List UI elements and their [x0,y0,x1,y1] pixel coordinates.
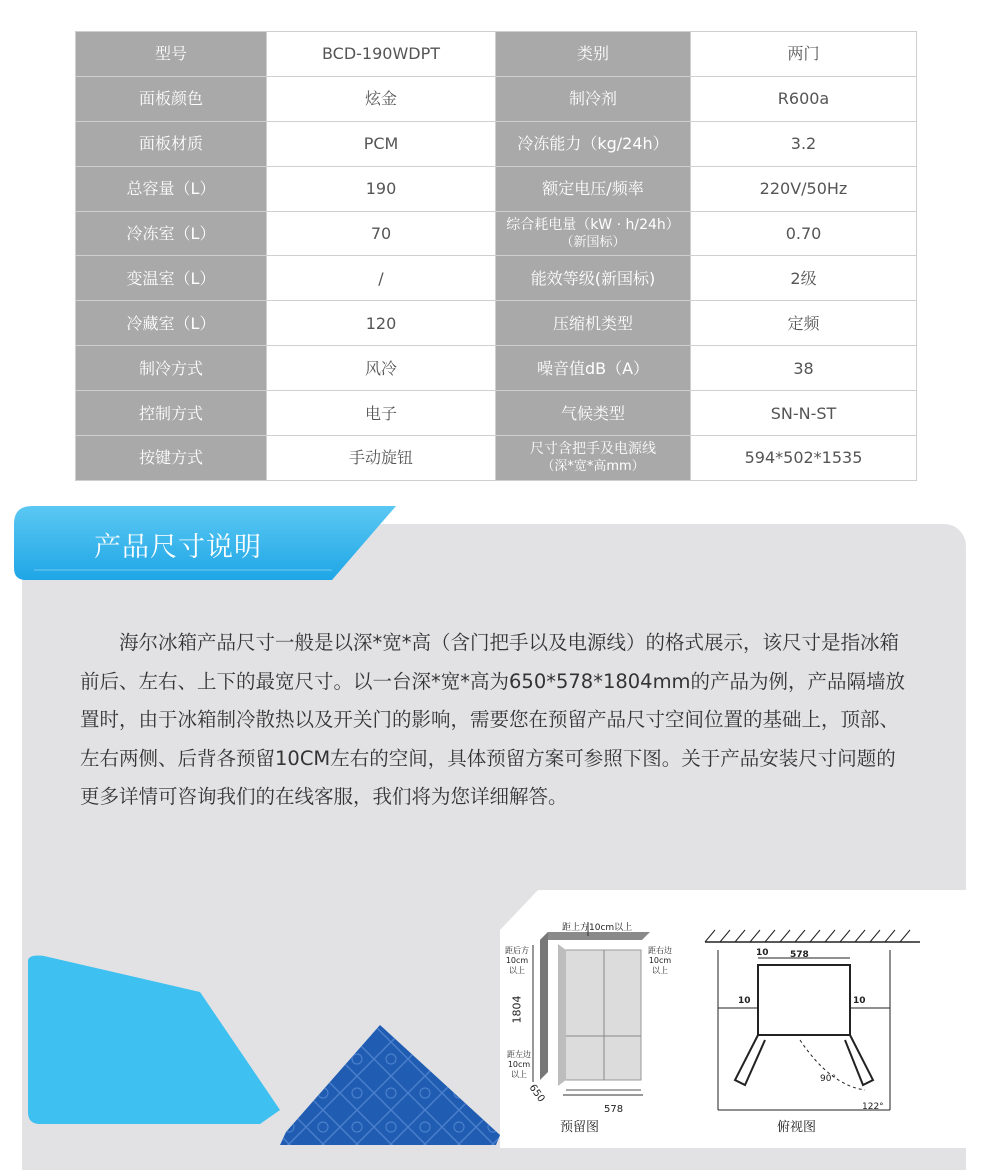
spec-label: 额定电压/频率 [496,166,691,211]
door-angle-label: 90° [820,1074,836,1084]
section-description: 海尔冰箱产品尺寸一般是以深*宽*高（含门把手以及电源线）的格式展示，该尺寸是指冰箱前后、左右、上下的最宽尺寸。以一台深*宽*高为650*578*1804mm的产品为例，产品隔墙放置时，由于冰箱制冷散热以及开关门的影响，需要您在预留产品尺寸空间位置的基础上，顶部、左右两侧、后背各预留10CM左右的空间，具体预留方案可参照下图。关于产品安装尺寸问题的更多详情可咨询我们的在线客服，我们将为您详细解答。 [80,631,906,809]
spec-value: PCM [267,121,496,166]
plan-width-label: 578 [790,950,809,960]
spec-label: 变温室（L） [76,256,267,301]
spec-value: 220V/50Hz [691,166,917,211]
left-clearance-label: 距左边 10cm 以上 [507,1050,531,1079]
spec-label: 面板材质 [76,121,267,166]
spec-label: 冷藏室（L） [76,301,267,346]
spec-row [76,301,917,346]
spec-label: 综合耗电量（kW · h/24h） （新国标） [496,211,691,256]
width-dimension: 578 [604,1104,624,1115]
spec-label: 制冷方式 [76,346,267,391]
spec-label: 制冷剂 [496,76,691,121]
caption-top-view: 俯视图 [777,1120,817,1135]
back-clearance-label: 距后方 10cm 以上 [505,946,529,975]
spec-label: 控制方式 [76,391,267,436]
spec-table [75,31,917,481]
spec-value: 0.70 [691,211,917,256]
spec-label: 能效等级(新国标) [496,256,691,301]
top-clearance-label: 距上方10cm以上 [562,923,633,933]
spec-value: SN-N-ST [691,391,917,436]
depth-dimension: 650 [526,1082,547,1105]
spec-label: 尺寸含把手及电源线 （深*宽*高mm） [496,436,691,481]
open-angle-label: 122° [862,1102,884,1112]
spec-value: / [267,256,496,301]
spec-label: 面板颜色 [76,76,267,121]
spec-value: 炫金 [267,76,496,121]
top-gap-label: 10 [756,948,769,958]
spec-value: BCD-190WDPT [267,32,496,77]
spec-value: R600a [691,76,917,121]
spec-value: 两门 [691,32,917,77]
spec-row [76,32,917,77]
right-clearance-label: 距右边 10cm 以上 [648,946,672,975]
side-gap-right-label: 10 [853,996,866,1006]
spec-row [76,121,917,166]
spec-label: 总容量（L） [76,166,267,211]
spec-value: 594*502*1535 [691,436,917,481]
spec-value: 190 [267,166,496,211]
spec-row [76,391,917,436]
spec-value: 70 [267,211,496,256]
spec-value: 38 [691,346,917,391]
decorative-shapes [0,940,500,1170]
section-title: 产品尺寸说明 [94,532,262,563]
spec-row [76,256,917,301]
spec-value: 3.2 [691,121,917,166]
spec-value: 风冷 [267,346,496,391]
spec-label: 冷冻能力（kg/24h） [496,121,691,166]
spec-label: 压缩机类型 [496,301,691,346]
spec-row [76,76,917,121]
spec-value: 电子 [267,391,496,436]
spec-value: 手动旋钮 [267,436,496,481]
spec-value: 2级 [691,256,917,301]
caption-reserve-diagram: 预留图 [560,1120,600,1135]
spec-value: 定频 [691,301,917,346]
spec-row [76,211,917,256]
spec-value: 120 [267,301,496,346]
spec-label: 气候类型 [496,391,691,436]
spec-row [76,166,917,211]
spec-label: 类别 [496,32,691,77]
spec-row [76,346,917,391]
spec-table-body [76,32,917,481]
spec-row [76,436,917,481]
spec-label: 噪音值dB（A） [496,346,691,391]
spec-label: 型号 [76,32,267,77]
side-gap-left-label: 10 [738,996,751,1006]
spec-label: 冷冻室（L） [76,211,267,256]
height-dimension: 1804 [510,995,524,1024]
spec-label: 按键方式 [76,436,267,481]
